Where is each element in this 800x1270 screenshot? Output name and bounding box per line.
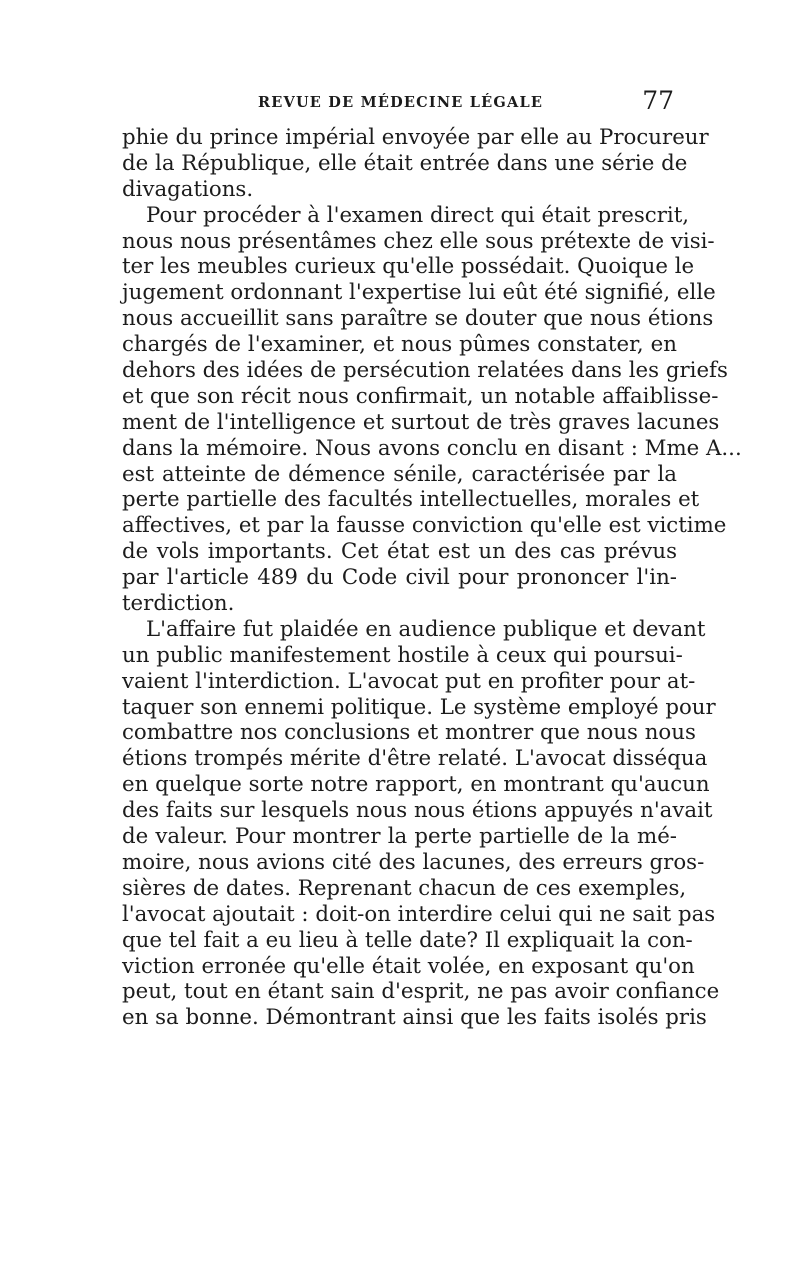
paragraph <box>122 202 742 617</box>
text-line: que tel fait a eu lieu à telle date? Il expliquait la con- <box>122 927 693 953</box>
text-line: par l'article 489 du Code civil pour prononcer l'in- <box>122 565 677 591</box>
text-line: vaient l'interdiction. L'avocat put en profiter pour at- <box>122 668 696 694</box>
text-line: dans la mémoire. Nous avons conclu en disant : Mme A... <box>122 435 742 461</box>
text-line: l'avocat ajoutait : doit-on interdire celui qui ne sait pas <box>122 901 716 927</box>
text-line: sières de dates. Reprenant chacun de ces exemples, <box>122 875 687 901</box>
text-line: divagations. <box>122 176 254 202</box>
text-line: en sa bonne. Démontrant ainsi que les faits isolés pris <box>122 1005 707 1031</box>
text-line: nous nous présentâmes chez elle sous prétexte de visi- <box>122 228 715 254</box>
text-line: ter les meubles curieux qu'elle possédait. Quoique le <box>122 254 695 280</box>
paragraph <box>122 125 709 203</box>
paragraph <box>122 616 720 1031</box>
text-line: des faits sur lesquels nous nous étions appuyés n'avait <box>122 798 713 824</box>
page-header <box>258 86 678 126</box>
text-line: un public manifestement hostile à ceux qui poursui- <box>122 642 683 668</box>
text-line: de la République, elle était entrée dans une série de <box>122 150 688 176</box>
text-line: est atteinte de démence sénile, caractérisée par la <box>122 461 677 487</box>
text-line: étions trompés mérite d'être relaté. L'avocat disséqua <box>122 746 708 772</box>
text-line: perte partielle des facultés intellectuelles, morales et <box>122 487 700 513</box>
text-line: peut, tout en étant sain d'esprit, ne pas avoir confiance <box>122 979 720 1005</box>
text-line: jugement ordonnant l'expertise lui eût été signifié, elle <box>122 280 716 306</box>
text-line: ment de l'intelligence et surtout de très graves lacunes <box>122 409 720 435</box>
text-line: viction erronée qu'elle était volée, en exposant qu'on <box>122 953 695 979</box>
page-number: 77 <box>642 86 674 115</box>
text-line: Pour procéder à l'examen direct qui était prescrit, <box>146 202 690 228</box>
text-line: taquer son ennemi politique. Le système employé pour <box>122 694 716 720</box>
text-line: de valeur. Pour montrer la perte partielle de la mé- <box>122 824 677 850</box>
text-line: nous accueillit sans paraître se douter que nous étions <box>122 306 714 332</box>
text-line: de vols importants. Cet état est un des cas prévus <box>122 539 677 565</box>
running-title: REVUE DE MÉDECINE LÉGALE <box>258 94 544 111</box>
text-line: dehors des idées de persécution relatées dans les griefs <box>122 358 728 384</box>
text-line: chargés de l'examiner, et nous pûmes constater, en <box>122 332 677 358</box>
text-line: L'affaire fut plaidée en audience publique et devant <box>146 616 706 642</box>
text-line: moire, nous avions cité des lacunes, des erreurs gros- <box>122 849 705 875</box>
text-line: et que son récit nous confirmait, un notable affaiblisse- <box>122 383 719 409</box>
text-line: en quelque sorte notre rapport, en montrant qu'aucun <box>122 772 710 798</box>
text-line: terdiction. <box>122 591 235 617</box>
body-text <box>122 125 742 1031</box>
text-line: phie du prince impérial envoyée par elle au Procureur <box>122 125 709 150</box>
text-line: affectives, et par la fausse conviction qu'elle est victime <box>122 513 727 539</box>
text-line: combattre nos conclusions et montrer que nous nous <box>122 720 696 746</box>
